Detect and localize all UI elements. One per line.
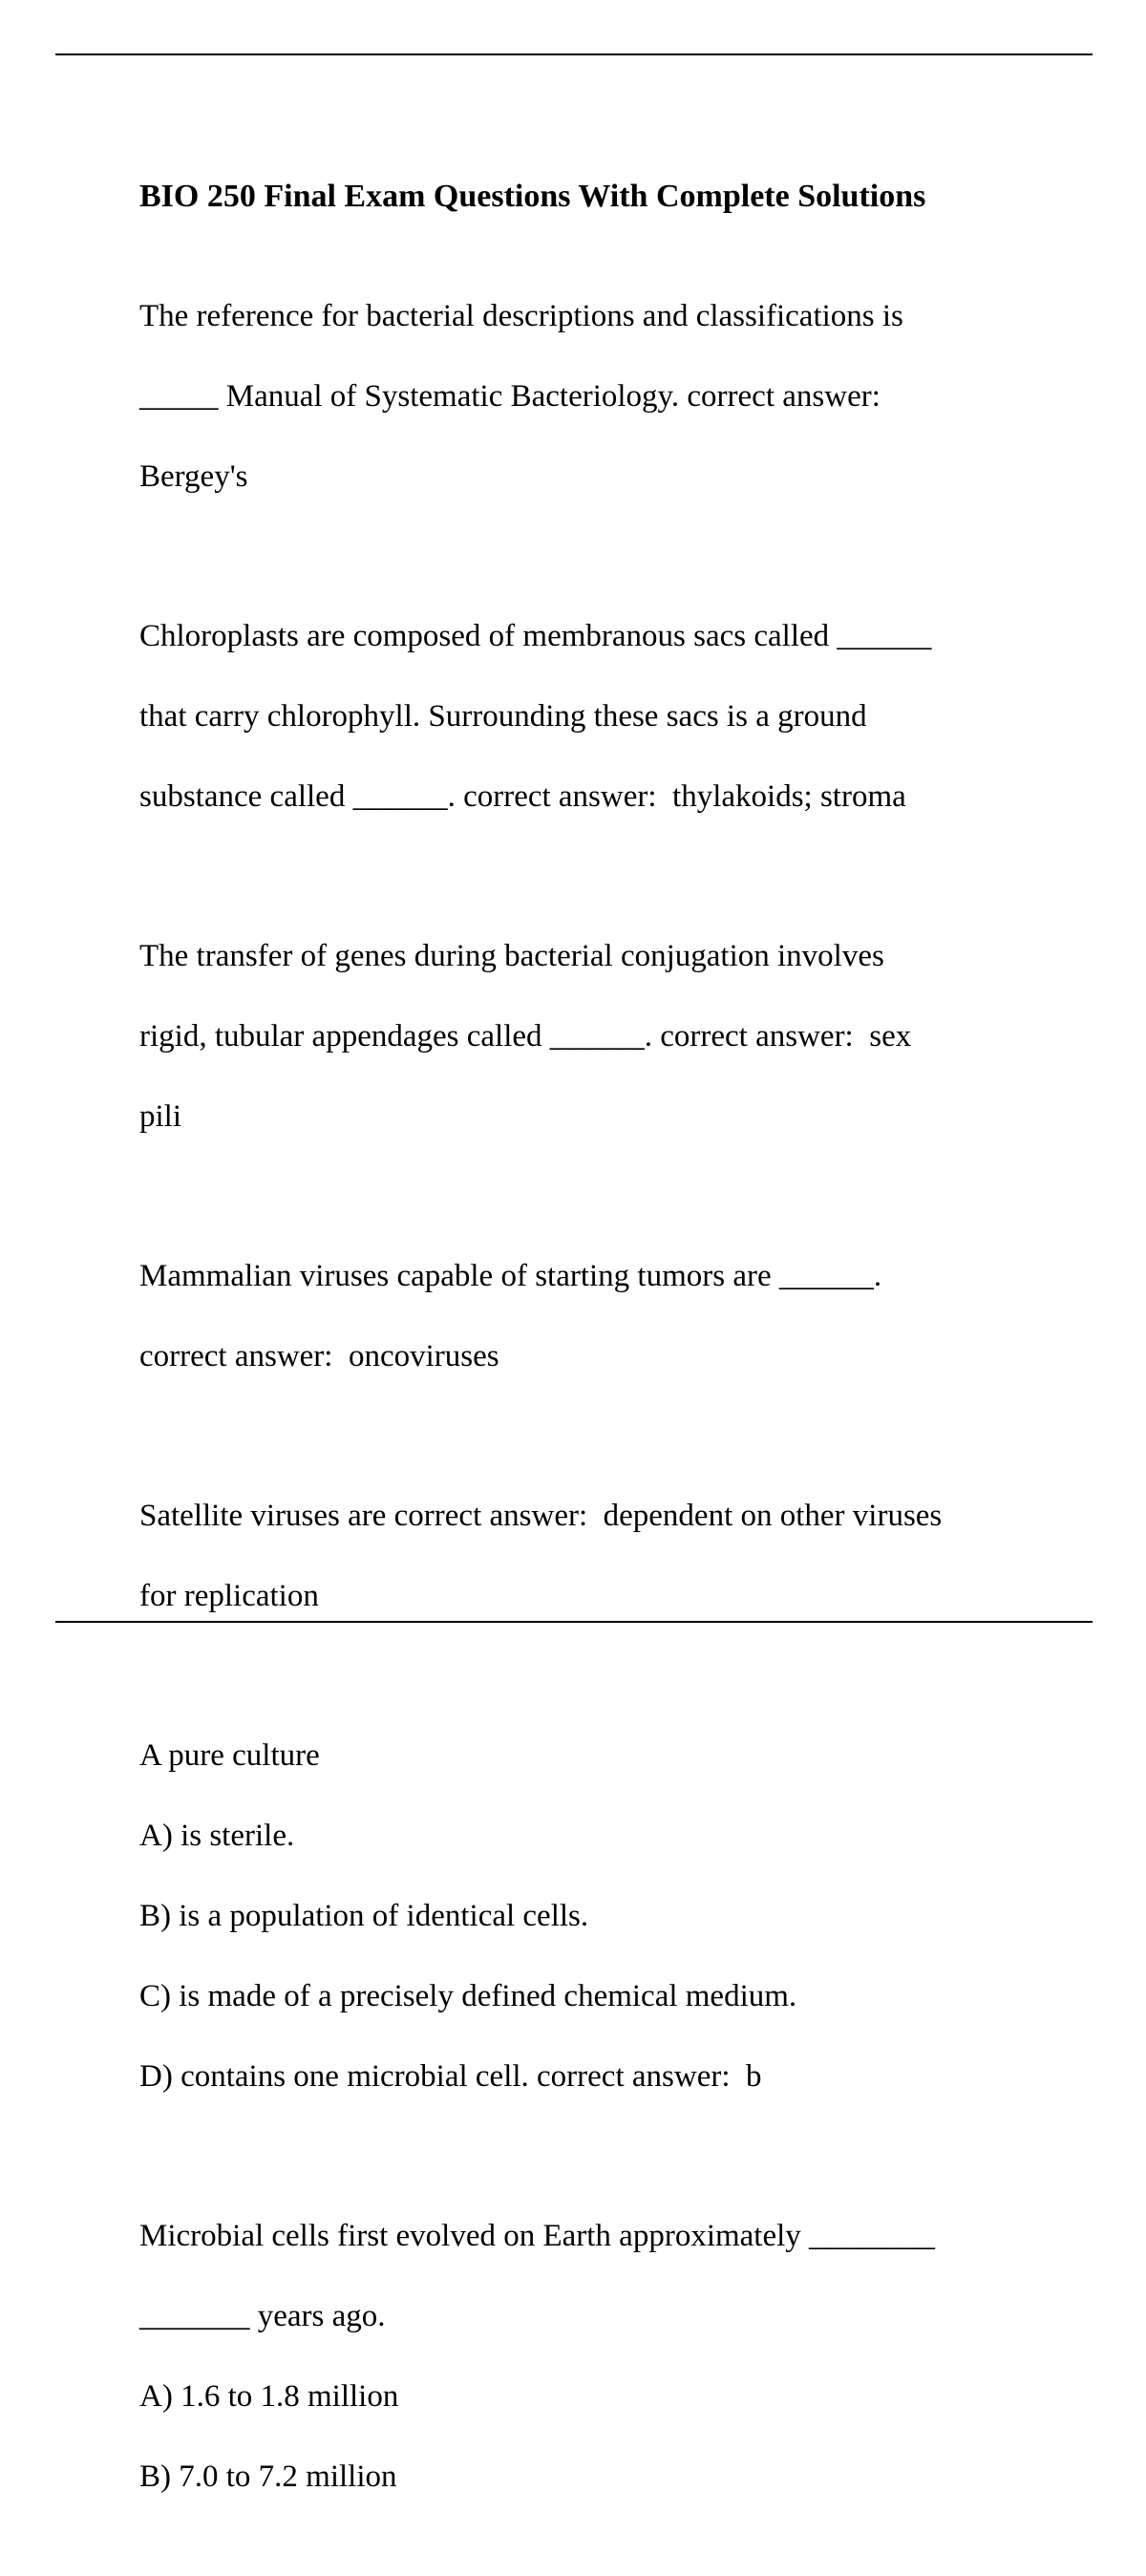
bottom-rule: [55, 1621, 1093, 1623]
question-line: pili: [139, 1099, 182, 1134]
question-line: Satellite viruses are correct answer: dependent on other viruses: [139, 1499, 943, 1533]
question-7: [139, 2176, 1037, 2537]
question-line: Chloroplasts are composed of membranous sacs called ______: [139, 619, 932, 653]
answer-option: C) is made of a precisely defined chemical medium.: [139, 1979, 797, 2013]
question-line: Bergey's: [139, 459, 248, 494]
question-line: rigid, tubular appendages called ______. correct answer: sex: [139, 1019, 912, 1054]
question-line: correct answer: oncoviruses: [139, 1339, 499, 1373]
answer-option: A) is sterile.: [139, 1819, 295, 1853]
question-3: [139, 896, 1037, 1177]
document-body: [139, 178, 1037, 2576]
answer-option: A) 1.6 to 1.8 million: [139, 2379, 399, 2414]
question-line: Mammalian viruses capable of starting tumors are ______.: [139, 1259, 882, 1293]
question-line: _______ years ago.: [139, 2299, 386, 2333]
question-5: [139, 1456, 1037, 1656]
question-line: that carry chlorophyll. Surrounding these sacs is a ground: [139, 699, 867, 734]
question-line: Microbial cells first evolved on Earth approximately ________: [139, 2219, 936, 2253]
question-line: _____ Manual of Systematic Bacteriology. correct answer:: [139, 379, 881, 414]
answer-option: B) is a population of identical cells.: [139, 1899, 589, 1933]
question-4: [139, 1216, 1037, 1416]
question-line: for replication: [139, 1579, 319, 1613]
question-2: [139, 576, 1037, 857]
answer-option: D) contains one microbial cell. correct answer: b: [139, 2059, 762, 2094]
question-line: A pure culture: [139, 1738, 320, 1773]
question-1: [139, 256, 1037, 537]
question-line: The transfer of genes during bacterial conjugation involves: [139, 939, 884, 973]
question-line: substance called ______. correct answer: thylakoids; stroma: [139, 779, 906, 814]
answer-option: B) 7.0 to 7.2 million: [139, 2459, 397, 2494]
question-line: The reference for bacterial descriptions and classifications is: [139, 299, 903, 333]
question-6: [139, 1695, 1037, 2137]
top-rule: [55, 53, 1093, 55]
document-title: BIO 250 Final Exam Questions With Complete Solutions: [139, 179, 926, 214]
